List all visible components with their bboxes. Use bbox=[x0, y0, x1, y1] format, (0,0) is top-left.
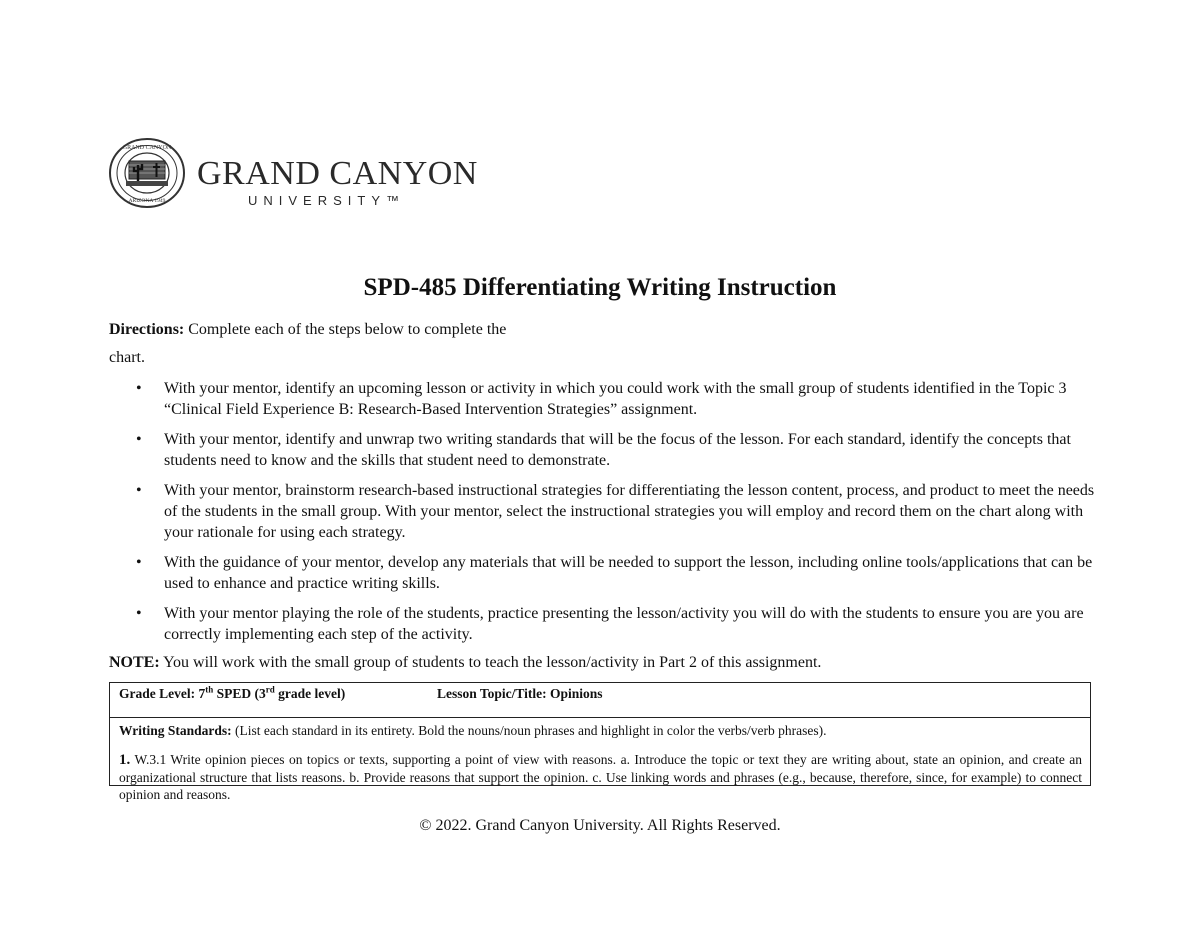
directions-continuation: chart. bbox=[109, 349, 145, 366]
list-item-text: With your mentor, identify and unwrap two writing standards that will be the focus of the lesson. For each standard, identify the concepts that students need to know and the skills that student need to demonstrate. bbox=[164, 431, 1071, 469]
lesson-chart-table bbox=[109, 682, 1091, 802]
list-item bbox=[109, 480, 1099, 543]
directions bbox=[109, 320, 629, 340]
list-item-text: With your mentor, brainstorm research-based instructional strategies for differentiating the lesson content, process, and product to meet the needs of the students in the small group. With your mentor, select the instructional strategies you will employ and record them on the chart along with your rationale for using each strategy. bbox=[164, 482, 1095, 541]
grade-level-label: Grade Level: bbox=[119, 686, 196, 701]
bullet-icon: • bbox=[136, 380, 142, 397]
bullet-icon: • bbox=[136, 605, 142, 622]
standard-text: W.3.1 Write opinion pieces on topics or texts, supporting a point of view with reasons. a. Introduce the topic or text they are writing about, state an opinion, and create an organizational structure that lists reasons. b. Provide reasons that support the opinion. c. Use linking words and phrases (e.g., because, therefore, since, for example) to connect opinion and reasons. bbox=[119, 752, 1082, 802]
writing-standards-heading bbox=[119, 723, 1090, 739]
bullet-icon: • bbox=[136, 431, 142, 448]
wordmark-canyon: CANYON bbox=[329, 155, 478, 192]
grade-level-sped: SPED (3 bbox=[216, 686, 266, 701]
grade-level-tail: grade level) bbox=[278, 686, 346, 701]
directions-list bbox=[109, 378, 1099, 654]
list-item-text: With your mentor playing the role of the students, practice presenting the lesson/activity you will do with the students to ensure you are you are correctly implementing each step of the activity. bbox=[164, 605, 1084, 643]
list-item bbox=[109, 429, 1099, 471]
grade-level-num: 7 bbox=[198, 686, 206, 701]
standard-number: 1. bbox=[119, 752, 131, 768]
grade-level-cell bbox=[119, 686, 345, 702]
note bbox=[109, 654, 821, 672]
wordmark bbox=[197, 157, 478, 191]
note-text: You will work with the small group of students to teach the lesson/activity in Part 2 of this assignment. bbox=[163, 654, 822, 671]
gcu-logo bbox=[108, 137, 488, 212]
directions-text: Complete each of the steps below to complete the bbox=[188, 321, 507, 338]
list-item bbox=[109, 603, 1099, 645]
svg-text:ARIZONA 1949: ARIZONA 1949 bbox=[128, 198, 166, 204]
bullet-icon: • bbox=[136, 554, 142, 571]
writing-standards-label: Writing Standards: bbox=[119, 723, 232, 738]
table-row-header bbox=[110, 683, 1090, 718]
list-item bbox=[109, 378, 1099, 420]
list-item bbox=[109, 552, 1099, 594]
document-title: SPD-485 Differentiating Writing Instruction bbox=[363, 274, 837, 301]
university-seal-icon bbox=[108, 137, 186, 209]
table-row-standards bbox=[110, 718, 1090, 803]
standard-item bbox=[119, 751, 1090, 803]
bullet-icon: • bbox=[136, 482, 142, 499]
svg-text:GRAND CANYON: GRAND CANYON bbox=[122, 145, 172, 151]
copyright-footer: © 2022. Grand Canyon University. All Rights Reserved. bbox=[419, 817, 781, 834]
grade-level-sup: rd bbox=[265, 684, 275, 695]
lesson-topic-cell: Lesson Topic/Title: Opinions bbox=[437, 686, 603, 701]
note-label: NOTE: bbox=[109, 654, 160, 671]
directions-label: Directions: bbox=[109, 321, 185, 338]
wordmark-university: UNIVERSITY™ bbox=[248, 193, 406, 208]
list-item-text: With your mentor, identify an upcoming lesson or activity in which you could work with the small group of students identified in the Topic 3 “Clinical Field Experience B: Research-Based Intervention Strategies” assignment. bbox=[164, 380, 1067, 418]
writing-standards-instructions: (List each standard in its entirety. Bold the nouns/noun phrases and highlight in color the verbs/verb phrases). bbox=[235, 723, 827, 738]
grade-level-num-sup: th bbox=[205, 684, 214, 695]
list-item-text: With the guidance of your mentor, develop any materials that will be needed to support the lesson, including online tools/applications that can be used to enhance and practice writing skills. bbox=[164, 554, 1093, 592]
wordmark-grand: GRAND bbox=[197, 155, 321, 192]
